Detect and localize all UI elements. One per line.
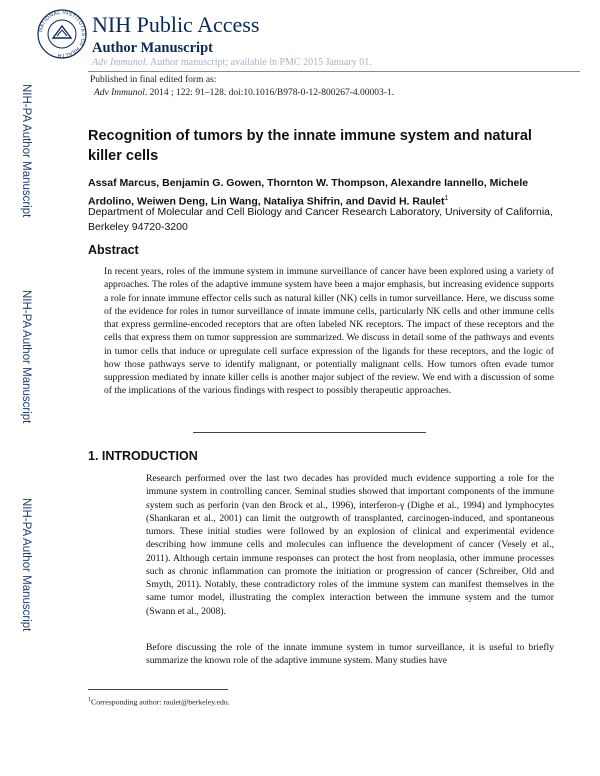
availability-note (92, 57, 372, 68)
citation-text: . 2014 ; 122: 91–128. doi:10.1016/B978-0-12-800267-4.00003-1. (144, 88, 395, 98)
side-label-bottom: NIH-PA Author Manuscript (20, 498, 32, 632)
introduction-paragraph-2: Before discussing the role of the innate immune system in tumor surveillance, it is useful to briefly summarize the known role of the adaptive immune system. Many studies have (146, 642, 554, 667)
abstract-divider (193, 432, 426, 433)
logo-ring-text: NATIONAL INSTITUTES OF HEALTH (38, 9, 87, 59)
author-names: Assaf Marcus, Benjamin G. Gowen, Thornton W. Thompson, Alexandre Iannello, Michele Ardolino, Weiwen Deng, Lin Wang, Nataliya Shifrin, and David H. Raulet (88, 177, 529, 208)
header-divider (88, 71, 580, 72)
citation-journal: Adv Immunol (94, 88, 145, 98)
introduction-paragraph-1: Research performed over the last two decades has provided much evidence supporting a role for the immune system in controlling cancer. Seminal studies showed that important components of the immune system such as perforin (van den Brock et al., 1996), interferon-γ (Dighe et al., 1994) and lymphocytes (Shankaran et al., 2001) can limit the outgrowth of transplanted, carcinogen-induced, and spontaneous tumors. These initial studies were followed by an explosion of clinical and experimental evidence describing how immune cells and molecules can influence the development of cancer (Vesely et al., 2011). Although certain immune responses can protect the host from neoplasia, other immune processes such as chronic inflammation can promote the initiation or progression of cancer (Schreiber, Old and Smyth, 2011). Notably, these contradictory roles of the immune system can manifest themselves in the same tumor model, illustrating the complex interaction between the immune system and the tumor (Swann et al., 2008). (146, 473, 554, 617)
published-note: Published in final edited form as: (90, 75, 217, 85)
author-footnote-mark: 1 (444, 195, 449, 202)
availability-text: . Author manuscript; available in PMC 2015 January 01. (145, 57, 372, 68)
introduction-heading: 1. INTRODUCTION (88, 449, 198, 463)
footnote-mark: 1 (88, 697, 91, 703)
affiliation: Department of Molecular and Cell Biology and Cancer Research Laboratory, University of California, Berkeley 94720-3200 (88, 206, 553, 233)
side-label-top: NIH-PA Author Manuscript (20, 84, 32, 218)
footnote-text: Corresponding author: raulet@berkeley.edu. (91, 697, 230, 707)
nih-logo (36, 8, 88, 60)
availability-journal: Adv Immunol (92, 57, 146, 68)
abstract-body: In recent years, roles of the immune system in immune surveillance of cancer have been explored using a variety of approaches. The roles of the adaptive immune system have been a major emphasis, but increasing evidence supports a role for innate immune effector cells such as natural killer (NK) cells in tumor surveillance. Here, we discuss some of the evidence for roles in tumor surveillance of innate immune cells, particularly NK cells and other immune cells that express germline-encoded receptors that are often labeled NK receptors. The impact of these receptors and the cells that express them on tumor suppression are summarized. We discuss in detail some of the pathways and events in tumor cells that induce or upregulate cell surface expression of the ligands for these receptors, and the logic of how those pathways serve to identify malignant, or potentially malignant cells. How tumors often evade tumor suppression mediated by innate killer cells is another major subject of the review. We end with a discussion of some of the implications of the various findings with respect to possibly therapeutic approaches. (104, 266, 554, 397)
abstract-heading: Abstract (88, 243, 139, 257)
nih-public-access-title: NIH Public Access (92, 12, 260, 37)
paper-title: Recognition of tumors by the innate immune system and natural killer cells (88, 128, 532, 164)
side-label-middle: NIH-PA Author Manuscript (20, 290, 32, 424)
citation-line (94, 88, 394, 98)
corresponding-author-footnote (88, 697, 230, 707)
author-manuscript-label: Author Manuscript (92, 40, 213, 56)
footnote-divider (88, 689, 228, 690)
